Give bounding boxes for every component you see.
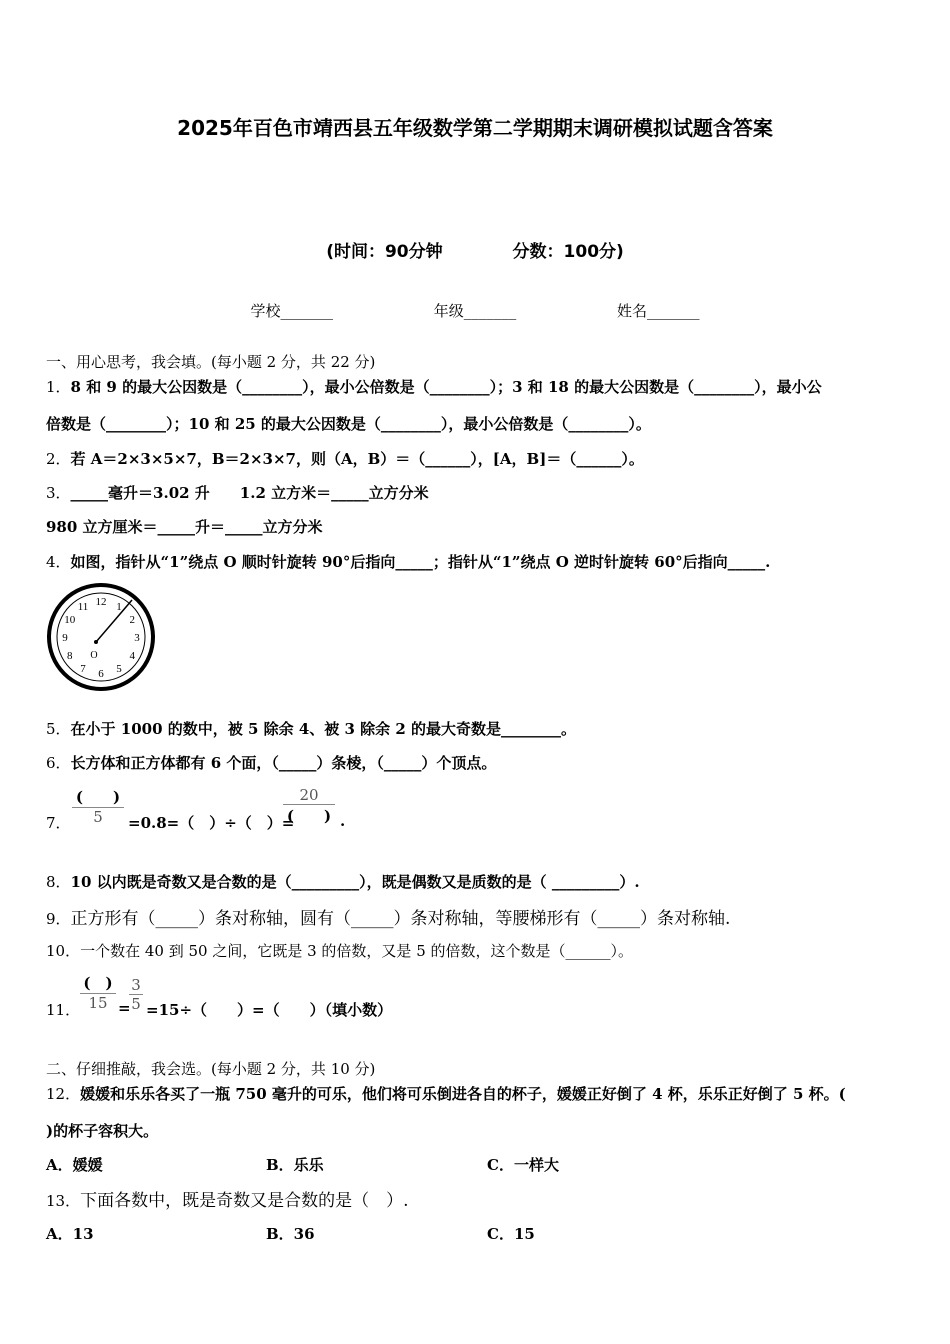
time-limit: (时间：90分钟 xyxy=(326,242,443,262)
section1-heading: 一、用心思考，我会填。(每小题 2 分，共 22 分) xyxy=(46,353,376,371)
clock-numeral-2: 2 xyxy=(129,614,135,626)
q7-fraction-2: 20 ( ) xyxy=(283,786,335,826)
q11-fraction-1: ( ) 15 xyxy=(80,972,116,1012)
grade-field[interactable]: 年级_______ xyxy=(433,302,517,320)
clock-numeral-1: 1 xyxy=(116,600,122,613)
q13-option-a[interactable]: A．13 xyxy=(46,1225,94,1243)
q13-option-b[interactable]: B．36 xyxy=(266,1225,315,1243)
question-2: 2．若 A＝2×3×5×7，B＝2×3×7，则（A，B）＝（______），[A，B]＝（______）。 xyxy=(46,450,644,468)
total-score: 分数：100分) xyxy=(512,242,624,262)
q11-rest: =15÷（ ）=（ ）（填小数） xyxy=(146,1001,393,1019)
clock-numeral-9: 9 xyxy=(62,632,68,644)
clock-numeral-11: 11 xyxy=(77,600,89,613)
question-6: 6．长方体和正方体都有 6 个面，（_____）条棱，（_____）个顶点。 xyxy=(46,754,497,772)
question-9: 9．正方形有（_____）条对称轴，圆有（_____）条对称轴，等腰梯形有（_____）条对称轴. xyxy=(46,909,731,929)
q13-option-c[interactable]: C．15 xyxy=(487,1225,535,1243)
clock-pivot xyxy=(94,640,98,644)
q11-equals: = xyxy=(118,999,131,1017)
section2-heading: 二、仔细推敲，我会选。(每小题 2 分，共 10 分) xyxy=(46,1060,376,1078)
clock-numeral-4: 4 xyxy=(129,650,135,662)
question-5: 5．在小于 1000 的数中，被 5 除余 4、被 3 除余 2 的最大奇数是________。 xyxy=(46,720,577,738)
page-title: 2025年百色市靖西县五年级数学第二学期期末调研模拟试题含答案 xyxy=(177,116,773,140)
question-1-line1: 1．8 和 9 的最大公因数是（________），最小公倍数是（________）；3 和 18 的最大公因数是（________），最小公 xyxy=(46,378,822,396)
clock-numeral-5: 5 xyxy=(116,663,122,676)
student-fields xyxy=(0,300,950,321)
question-11-number: 11． xyxy=(46,1001,81,1019)
question-12-line2: )的杯子容积大。 xyxy=(46,1122,159,1140)
question-13: 13．下面各数中，既是奇数又是合数的是（ ）. xyxy=(46,1191,409,1211)
exam-meta xyxy=(0,237,950,262)
q12-option-c[interactable]: C．一样大 xyxy=(487,1156,559,1174)
clock-numeral-7: 7 xyxy=(80,663,86,676)
clock-numeral-6: 6 xyxy=(98,668,104,680)
question-3-line1: 3．_____毫升＝3.02 升 1.2 立方米＝_____立方分米 xyxy=(46,484,429,502)
q11-fraction-2: 3 5 xyxy=(129,976,143,1013)
q12-option-a[interactable]: A．媛媛 xyxy=(46,1156,103,1174)
clock-figure xyxy=(46,582,156,692)
clock-numeral-8: 8 xyxy=(67,650,73,662)
school-field[interactable]: 学校_______ xyxy=(250,302,333,320)
clock-numeral-12: 12 xyxy=(95,596,107,608)
question-1-line2: 倍数是（________）；10 和 25 的最大公因数是（________），最小公倍数是（________）。 xyxy=(46,415,651,433)
clock-numeral-3: 3 xyxy=(134,632,140,644)
clock-center-label: O xyxy=(90,650,98,661)
q12-option-b[interactable]: B．乐乐 xyxy=(266,1156,324,1174)
question-12-line1: 12．媛媛和乐乐各买了一瓶 750 毫升的可乐，他们将可乐倒进各自的杯子，媛媛正好倒了 4 杯，乐乐正好倒了 5 杯。( xyxy=(46,1085,846,1103)
question-7-number: 7． xyxy=(46,814,71,832)
name-field[interactable]: 姓名_______ xyxy=(617,302,700,320)
q7-middle: =0.8=（ ）÷（ ）= xyxy=(128,814,295,832)
q7-end: . xyxy=(340,812,346,830)
question-3-line2: 980 立方厘米＝_____升＝_____立方分米 xyxy=(46,518,323,536)
clock-numeral-10: 10 xyxy=(64,614,76,626)
question-4: 4．如图，指针从“1”绕点 O 顺时针旋转 90°后指向_____；指针从“1”绕点 O 逆时针旋转 60°后指向_____. xyxy=(46,553,771,571)
question-10: 10．一个数在 40 到 50 之间，它既是 3 的倍数，又是 5 的倍数，这个数是（______）。 xyxy=(46,942,634,960)
question-8: 8．10 以内既是奇数又是合数的是（_________），既是偶数又是质数的是（ _________）. xyxy=(46,873,640,891)
q7-fraction-1: ( ) 5 xyxy=(72,786,124,826)
